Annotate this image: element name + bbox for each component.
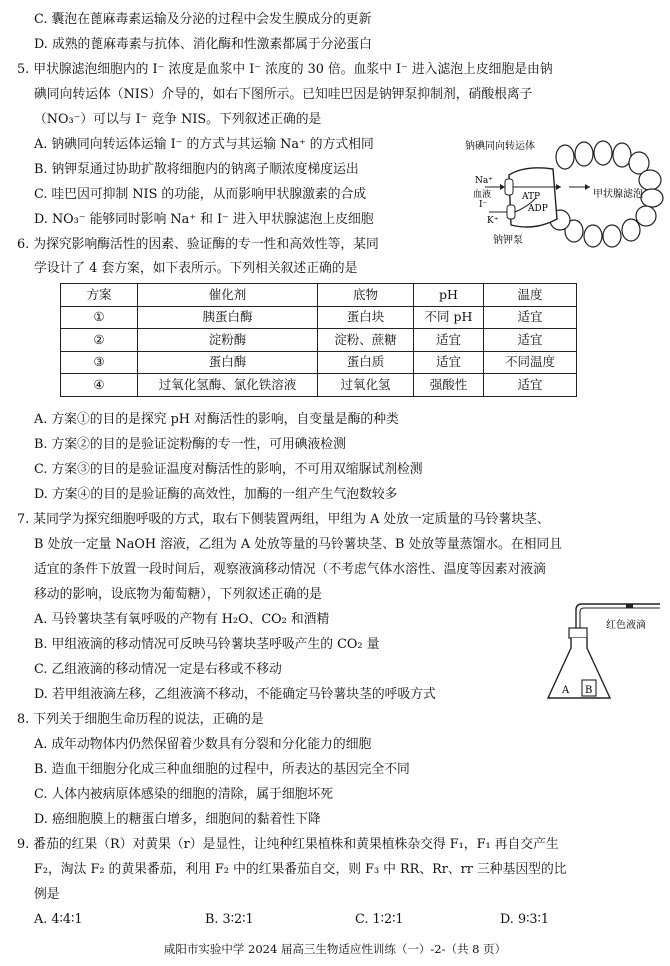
follicle-label: 甲状腺滤泡: [593, 189, 643, 200]
table-cell: 适宜: [414, 351, 484, 374]
table-cell: 蛋白质: [318, 351, 414, 374]
table-cell: 适宜: [484, 306, 577, 329]
q7-option-c: C. 乙组液滴的移动情况一定是右移或不移动: [34, 662, 282, 677]
table-header-row: [61, 284, 577, 307]
flask: [548, 638, 610, 698]
q5-stem-line-3: （NO₃⁻）可以与 I⁻ 竞争 NIS。下列叙述正确的是: [34, 112, 322, 127]
table-cell: 过氧化氢: [318, 374, 414, 397]
table-cell: 淀粉酶: [138, 329, 318, 352]
q7-option-b: B. 甲组液滴的移动情况可反映马铃薯块茎呼吸产生的 CO₂ 量: [34, 637, 380, 652]
table-cell: 淀粉、蔗糖: [318, 329, 414, 352]
q5-stem-line-2: 碘同向转运体（NIS）介导的，如右下图所示。已知哇巴因是钠钾泵抑制剂，硝酸根离子: [34, 87, 533, 102]
q5-stem-line-1: 5. 甲状腺滤泡细胞内的 I⁻ 浓度是血浆中 I⁻ 浓度的 30 倍。血浆中 I⁻ 进入滤泡上皮细胞是由钠: [17, 62, 553, 77]
table-row: [61, 306, 577, 329]
table-cell: 不同 pH: [414, 306, 484, 329]
iodide-label: I⁻: [479, 200, 488, 210]
q7-option-a: A. 马铃薯块茎有氧呼吸的产物有 H₂O、CO₂ 和酒精: [34, 612, 330, 627]
table-cell: ③: [61, 351, 138, 374]
table-cell: ①: [61, 306, 138, 329]
q7-option-d: D. 若甲组液滴左移，乙组液滴不移动，不能确定马铃薯块茎的呼吸方式: [34, 687, 436, 702]
k-label: K⁺: [487, 216, 499, 226]
table-row: [61, 351, 577, 374]
q9-option-c: C. 1∶2∶1: [355, 912, 404, 927]
q6-option-c: C. 方案③的目的是验证温度对酶活性的影响，不可用双缩脲试剂检测: [34, 462, 423, 477]
q7-stem-line-4: 移动的影响，设底物为葡萄糖），下列叙述正确的是: [34, 587, 322, 602]
table-cell: 胰蛋白酶: [138, 306, 318, 329]
nis-label: 钠碘同向转运体: [465, 141, 535, 152]
red-droplet: [626, 604, 633, 608]
q9-stem-line-2: F₂，淘汰 F₂ 的黄果番茄，利用 F₂ 中的红果番茄自交，则 F₃ 中 RR、Rr、rr 三种基因型的比: [34, 862, 567, 877]
table-cell: 蛋白酶: [138, 351, 318, 374]
table-cell: 过氧化氢酶、氯化铁溶液: [138, 374, 318, 397]
atp-label: ATP: [522, 192, 541, 202]
table-row: [61, 374, 577, 397]
table-cell: ②: [61, 329, 138, 352]
na-k-pump: [507, 205, 515, 219]
header-cell: pH: [414, 284, 484, 307]
table-row: [61, 329, 577, 352]
table-cell: 不同温度: [484, 351, 577, 374]
table-cell: ④: [61, 374, 138, 397]
thyroid-follicle-diagram: [465, 135, 665, 250]
q6-option-a: A. 方案①的目的是探究 pH 对酶活性的影响，自变量是酶的种类: [34, 412, 399, 427]
q9-option-b: B. 3∶2∶1: [205, 912, 254, 927]
label-a: A: [562, 685, 570, 696]
q5-option-d: D. NO₃⁻ 能够同时影响 Na⁺ 和 I⁻ 进入甲状腺滤泡上皮细胞: [34, 212, 374, 227]
q5-option-a: A. 钠碘同向转运体运输 I⁻ 的方式与其运输 Na⁺ 的方式相同: [34, 137, 374, 152]
table-cell: 适宜: [414, 329, 484, 352]
table-cell: 强酸性: [414, 374, 484, 397]
q6-option-d: D. 方案④的目的是验证酶的高效性，加酶的一组产生气泡数较多: [34, 487, 398, 502]
adp-label: ADP: [528, 204, 548, 214]
q8-option-a: A. 成年动物体内仍然保留着少数具有分裂和分化能力的细胞: [34, 737, 372, 752]
na-label: Na⁺: [475, 176, 493, 186]
header-cell: 催化剂: [138, 284, 318, 307]
q6-stem-line-2: 学设计了 4 套方案，如下表所示。下列相关叙述正确的是: [34, 261, 358, 276]
q4-option-d: D. 成熟的蓖麻毒素与抗体、消化酶和性激素都属于分泌蛋白: [34, 37, 372, 52]
q8-option-b: B. 造血干细胞分化成三种血细胞的过程中，所表达的基因完全不同: [34, 762, 410, 777]
label-b: B: [585, 685, 593, 696]
q9-stem-line-3: 例是: [34, 887, 60, 902]
nis-transporter: [505, 179, 513, 195]
q8-option-c: C. 人体内被病原体感染的细胞的清除，属于细胞坏死: [34, 787, 334, 802]
plasma-label: 血液: [473, 190, 492, 200]
q6-stem-line-1: 6. 为探究影响酶活性的因素、验证酶的专一性和高效性等，某同: [17, 237, 379, 252]
table-cell: 适宜: [484, 329, 577, 352]
q6-option-b: B. 方案②的目的是验证淀粉酶的专一性，可用碘液检测: [34, 437, 346, 452]
q9-stem-line-1: 9. 番茄的红果（R）对黄果（r）是显性，让纯种红果植株和黄果植株杂交得 F₁，F₁ 再自交产生: [17, 837, 559, 852]
q9-option-a: A. 4∶4∶1: [34, 912, 83, 927]
q7-stem-line-1: 7. 某同学为探究细胞呼吸的方式，取右下侧装置两组，甲组为 A 处放一定质量的马铃薯块茎、: [17, 512, 550, 527]
q7-stem-line-2: B 处放一定量 NaOH 溶液，乙组为 A 处放等量的马铃薯块茎、B 处放等量蒸馏水。在相同且: [34, 537, 563, 552]
q5-option-b: B. 钠钾泵通过协助扩散将细胞内的钠离子顺浓度梯度运出: [34, 162, 359, 177]
q5-option-c: C. 哇巴因可抑制 NIS 的功能，从而影响甲状腺激素的合成: [34, 187, 367, 202]
header-cell: 温度: [484, 284, 577, 307]
q4-option-c: C. 囊泡在蓖麻毒素运输及分泌的过程中会发生膜成分的更新: [34, 12, 372, 27]
pump-label: 钠钾泵: [493, 235, 523, 246]
droplet-label: 红色液滴: [606, 620, 646, 631]
q8-stem: 8. 下列关于细胞生命历程的说法，正确的是: [17, 712, 264, 727]
page-footer: 咸阳市实验中学 2024 届高三生物适应性训练（一）-2-（共 8 页）: [163, 942, 507, 956]
q8-option-d: D. 癌细胞膜上的糖蛋白增多，细胞间的黏着性下降: [34, 812, 321, 827]
table-cell: 适宜: [484, 374, 577, 397]
q7-stem-line-3: 适宜的条件下放置一段时间后，观察液滴移动情况（不考虑气体水溶性、温度等因素对液滴: [34, 562, 546, 577]
stopper: [569, 628, 587, 638]
header-cell: 方案: [61, 284, 138, 307]
q9-option-d: D. 9∶3∶1: [500, 912, 550, 927]
enzyme-experiment-table: [60, 283, 577, 397]
header-cell: 底物: [318, 284, 414, 307]
table-cell: 蛋白块: [318, 306, 414, 329]
respiration-apparatus-diagram: [540, 600, 665, 706]
